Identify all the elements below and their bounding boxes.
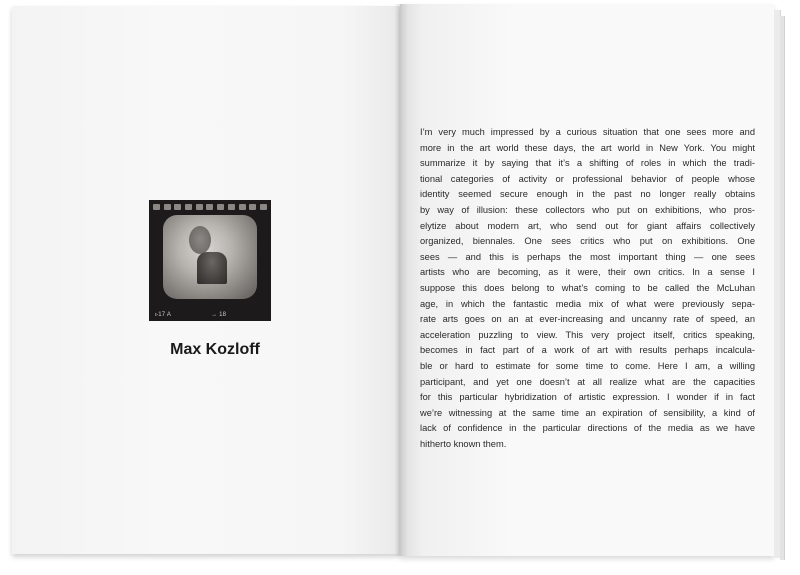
text-line: ble or hard to estimate for some time to come. Here I am, a willing xyxy=(420,360,755,371)
text-line: for this particular hybridization of artistic expression. I wonder if in fact xyxy=(420,392,755,403)
text-line: tional categories of activity or professional behavior of people whose xyxy=(420,173,755,184)
film-perforations xyxy=(153,204,267,212)
text-line: identity seemed secure enough in the past no longer really obtains xyxy=(420,189,755,200)
portrait-figure xyxy=(197,252,227,284)
text-line: more in the art world these days, the art world in New York. You might xyxy=(420,142,755,153)
text-line: suppose this does belong to what’s coming to be called the McLuhan xyxy=(420,282,755,293)
text-line: summarize it by saying that it’s a shifting of roles in which the tradi- xyxy=(420,158,755,169)
film-frame-label: ▹17 A xyxy=(155,312,172,318)
author-name: Max Kozloff xyxy=(170,341,260,358)
text-line: becomes in fact part of a work of art with results perhaps incalcula- xyxy=(420,345,755,356)
text-line: sees — and this is perhaps the most important thing — one sees xyxy=(420,251,755,262)
film-contact-photo xyxy=(149,200,271,321)
text-line: acceleration puzzling to view. This very project itself, critics speaking, xyxy=(420,329,755,340)
film-frame-label: → 18 xyxy=(211,312,227,318)
essay-text xyxy=(420,125,755,452)
text-line: I’m very much impressed by a curious situation that one sees more and xyxy=(420,127,755,137)
book-gutter xyxy=(394,4,408,556)
text-line: hitherto known them. xyxy=(420,438,507,449)
text-line: rate arts goes on an at ever-increasing and uncanny rate of speed, an xyxy=(420,314,755,325)
text-line: artists who are becoming, as it were, their own critics. In a sense I xyxy=(420,267,755,278)
text-line: lack of confidence in the particular directions of the media as we have xyxy=(420,423,755,434)
page-edge xyxy=(780,16,785,560)
text-line: we’re witnessing at the same time an expiration of sensibility, a kind of xyxy=(420,407,755,418)
text-line: by way of illusion: these collectors who put on exhibitions, who pros- xyxy=(420,204,755,215)
text-line: participant, and yet one doesn’t at all realize what are the capacities xyxy=(420,376,755,387)
text-line: organized, biennales. One sees critics who put on exhibitions. One xyxy=(420,236,755,247)
portrait-head xyxy=(189,226,211,254)
text-line: elytize about modern art, who send out for giant affairs collectively xyxy=(420,220,755,231)
text-line: age, in which the fantastic media mix of what were previously sepa- xyxy=(420,298,755,309)
essay-paragraph xyxy=(420,125,755,452)
